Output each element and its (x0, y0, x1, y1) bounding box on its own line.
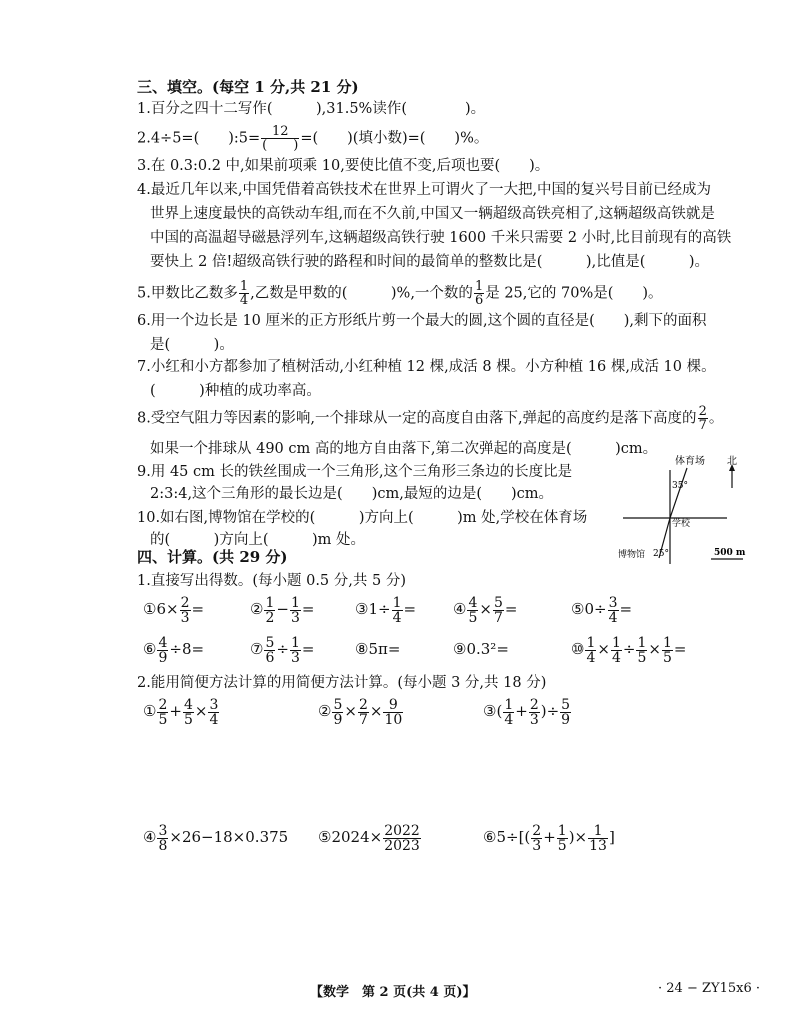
section3-heading: 三、填空。(每空 1 分,共 21 分) (137, 78, 359, 96)
simplify-item-2: ② $\frac{5}{9}$ × $\frac{2}{7}$ × $\frac{9}{10}$ (318, 696, 403, 728)
question-2: 2.4÷5=( ):5= 12 ( ) =( )(填小数)=( )%。 (137, 124, 489, 153)
simplify-item-1: ① $\frac{2}{5}$ + $\frac{4}{5}$ × $\frac{3}{4}$ (143, 696, 219, 728)
north-label: 北 (727, 456, 737, 467)
part-2-title: 2.能用简便方法计算的用简便方法计算。(每小题 3 分,共 18 分) (137, 675, 547, 691)
question-6-line-2: 是( )。 (150, 337, 234, 353)
calc-item: ② $\frac{1}{2}$ − $\frac{1}{3}$ = (250, 594, 315, 626)
question-8-line-2: 如果一个排球从 490 cm 高的地方自由落下,第二次弹起的高度是( )cm。 (150, 441, 658, 457)
page-code: · 24 − ZY15x6 · (658, 981, 760, 996)
part-1-title: 1.直接写出得数。(每小题 0.5 分,共 5 分) (137, 573, 406, 589)
question-6-line-1: 6.用一个边长是 10 厘米的正方形纸片剪一个最大的圆,这个圆的直径是( ),剩下的面积 (137, 313, 707, 329)
question-4-line-3: 中国的高温超导磁悬浮列车,这辆超级高铁行驶 1600 千米只需要 2 小时,比目前现有的高铁 (150, 230, 732, 246)
simplify-item-5: ⑤2024× $\frac{2022}{2023}$ (318, 822, 420, 854)
question-10-line-1: 10.如右图,博物馆在学校的( )方向上( )m 处,学校在体育场 (137, 510, 588, 526)
question-8-line-1: 8.受空气阻力等因素的影响,一个排球从一定的高度自由落下,弹起的高度约是落下高度的 $\frac{2}{7}$ 。 (137, 404, 724, 433)
calc-item: ①6× $\frac{2}{3}$ = (143, 594, 205, 626)
stadium-label: 体育场 (675, 456, 705, 467)
question-7-line-1: 7.小红和小方都参加了植树活动,小红种植 12 棵,成活 8 棵。小方种植 16 棵,成活 10 棵。 (137, 359, 716, 375)
angle-top-label: 35° (672, 481, 688, 491)
question-9-line-2: 2:3:4,这个三角形的最长边是( )cm,最短的边是( )cm。 (150, 486, 554, 502)
stadium-line (670, 468, 687, 518)
calc-item: ④ $\frac{4}{5}$ × $\frac{5}{7}$ = (453, 594, 518, 626)
question-3: 3.在 0.3:0.2 中,如果前项乘 10,要使比值不变,后项也要( )。 (137, 158, 550, 174)
calc-item: ③1÷ $\frac{1}{4}$ = (355, 594, 417, 626)
page-footer: 【数学 第 2 页(共 4 页)】 (310, 985, 476, 1000)
question-7-line-2: ( )种植的成功率高。 (150, 383, 321, 399)
calc-item: ⑧5π= (355, 640, 401, 658)
calc-item: ⑩ $\frac{1}{4}$ × $\frac{1}{4}$ ÷ $\frac{1}{5}$ × $\frac{1}{5}$ = (571, 634, 687, 666)
question-4-line-2: 世界上速度最快的高铁动车组,而在不久前,中国又一辆超级高铁亮相了,这辆超级高铁就是 (150, 206, 715, 222)
question-4-line-4: 要快上 2 倍!超级高铁行驶的路程和时间的最简单的整数比是( ),比值是( )。 (150, 254, 710, 270)
question-4-line-1: 4.最近几年以来,中国凭借着高铁技术在世界上可谓火了一大把,中国的复兴号目前已经成为 (137, 182, 712, 198)
question-5: 5.甲数比乙数多 $\frac{1}{4}$ ,乙数是甲数的( )%,一个数的 $\frac{1}{6}$ 是 25,它的 70%是( )。 (137, 279, 663, 308)
simplify-item-3: ③( $\frac{1}{4}$ + $\frac{2}{3}$ )÷ $\frac{5}{9}$ (483, 696, 571, 728)
question-1: 1.百分之四十二写作( ),31.5%读作( )。 (137, 101, 486, 117)
calc-item: ⑦ $\frac{5}{6}$ ÷ $\frac{1}{3}$ = (250, 634, 315, 666)
direction-diagram (615, 452, 755, 572)
fraction: 12 ( ) (262, 124, 299, 153)
scale-label: 500 m (714, 548, 746, 558)
calc-item: ⑨0.3²= (453, 640, 509, 658)
calc-item: ⑤0÷ $\frac{3}{4}$ = (571, 594, 633, 626)
section4-heading: 四、计算。(共 29 分) (137, 548, 288, 566)
simplify-item-6: ⑥5÷[( $\frac{2}{3}$ + $\frac{1}{5}$ )× $\frac{1}{13}$ ] (483, 822, 615, 854)
angle-bottom-label: 25° (653, 549, 669, 559)
question-10-line-2: 的( )方向上( )m 处。 (150, 532, 365, 548)
museum-label: 博物馆 (618, 550, 646, 560)
simplify-item-4: ④ $\frac{3}{8}$ ×26−18×0.375 (143, 822, 289, 854)
question-9-line-1: 9.用 45 cm 长的铁丝围成一个三角形,这个三角形三条边的长度比是 (137, 464, 573, 480)
school-label: 学校 (672, 519, 691, 529)
calc-item: ⑥ $\frac{4}{9}$ ÷8= (143, 634, 205, 666)
